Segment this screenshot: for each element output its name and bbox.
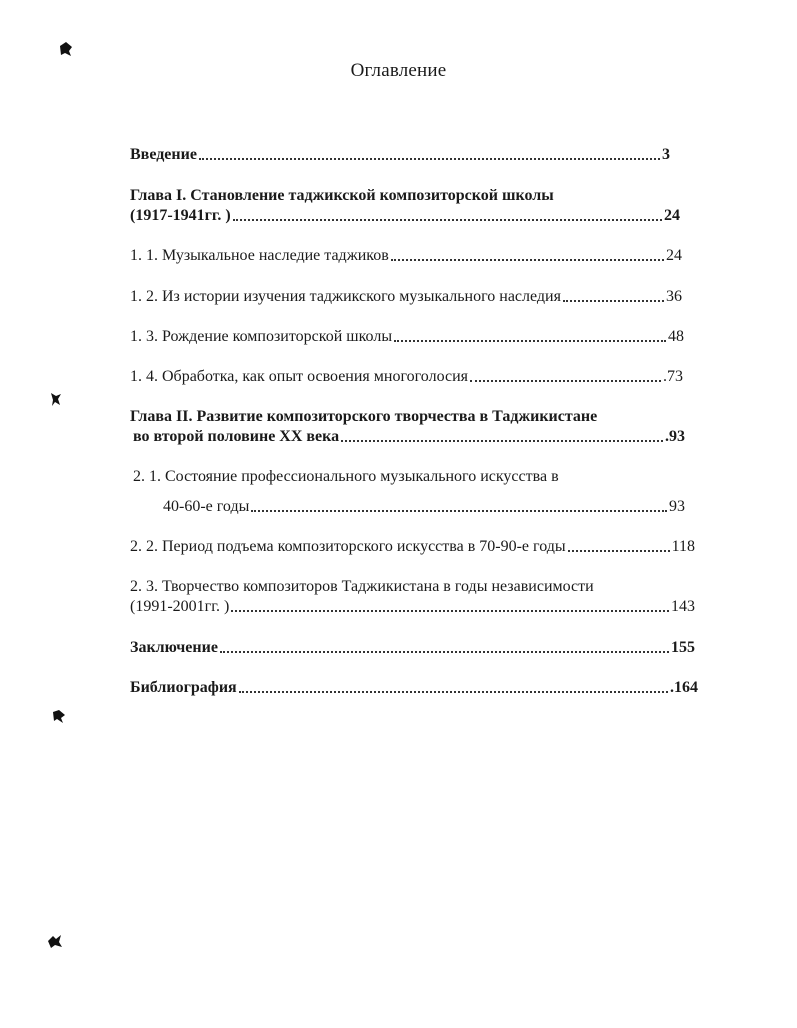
- toc-entry-chapter-1-heading: Глава I. Становление таджикской композиторской школы: [130, 187, 554, 204]
- toc-entry-section-1-3: 1. 3. Рождение композиторской школы 48: [130, 328, 684, 345]
- toc-entry-conclusion: Заключение 155: [130, 639, 695, 656]
- toc-entry-section-2-1: 40-60-е годы 93: [163, 498, 685, 515]
- toc-entry-bibliography: Библиография .164: [130, 679, 698, 696]
- toc-entry-section-2-1-heading: 2. 1. Состояние профессионального музыкального искусства в: [133, 468, 559, 485]
- toc-entry-chapter-2: во второй половине XX века .93: [133, 428, 685, 445]
- toc-entry-section-2-3: (1991-2001гг. ) 143: [130, 598, 695, 615]
- toc-entry-section-1-1: 1. 1. Музыкальное наследие таджиков 24: [130, 247, 682, 264]
- punch-mark-icon: [50, 707, 68, 725]
- toc-entry-section-2-3-heading: 2. 3. Творчество композиторов Таджикистана в годы независимости: [130, 578, 594, 595]
- toc-entry-chapter-1: (1917-1941гг. ) 24: [130, 207, 680, 224]
- toc-entry-section-2-2: 2. 2. Период подъема композиторского искусства в 70-90-е годы 118: [130, 538, 695, 555]
- toc-entry-chapter-2-heading: Глава II. Развитие композиторского творчества в Таджикистане: [130, 408, 598, 425]
- toc-entry-introduction: Введение 3: [130, 146, 670, 163]
- punch-mark-icon: [46, 932, 64, 950]
- toc-entry-section-1-4: 1. 4. Обработка, как опыт освоения многоголосия .73: [130, 368, 683, 385]
- page-title: Оглавление: [350, 60, 447, 81]
- toc-entry-section-1-2: 1. 2. Из истории изучения таджикского музыкального наследия 36: [130, 288, 682, 305]
- punch-mark-icon: [57, 40, 75, 58]
- punch-mark-icon: [46, 390, 64, 408]
